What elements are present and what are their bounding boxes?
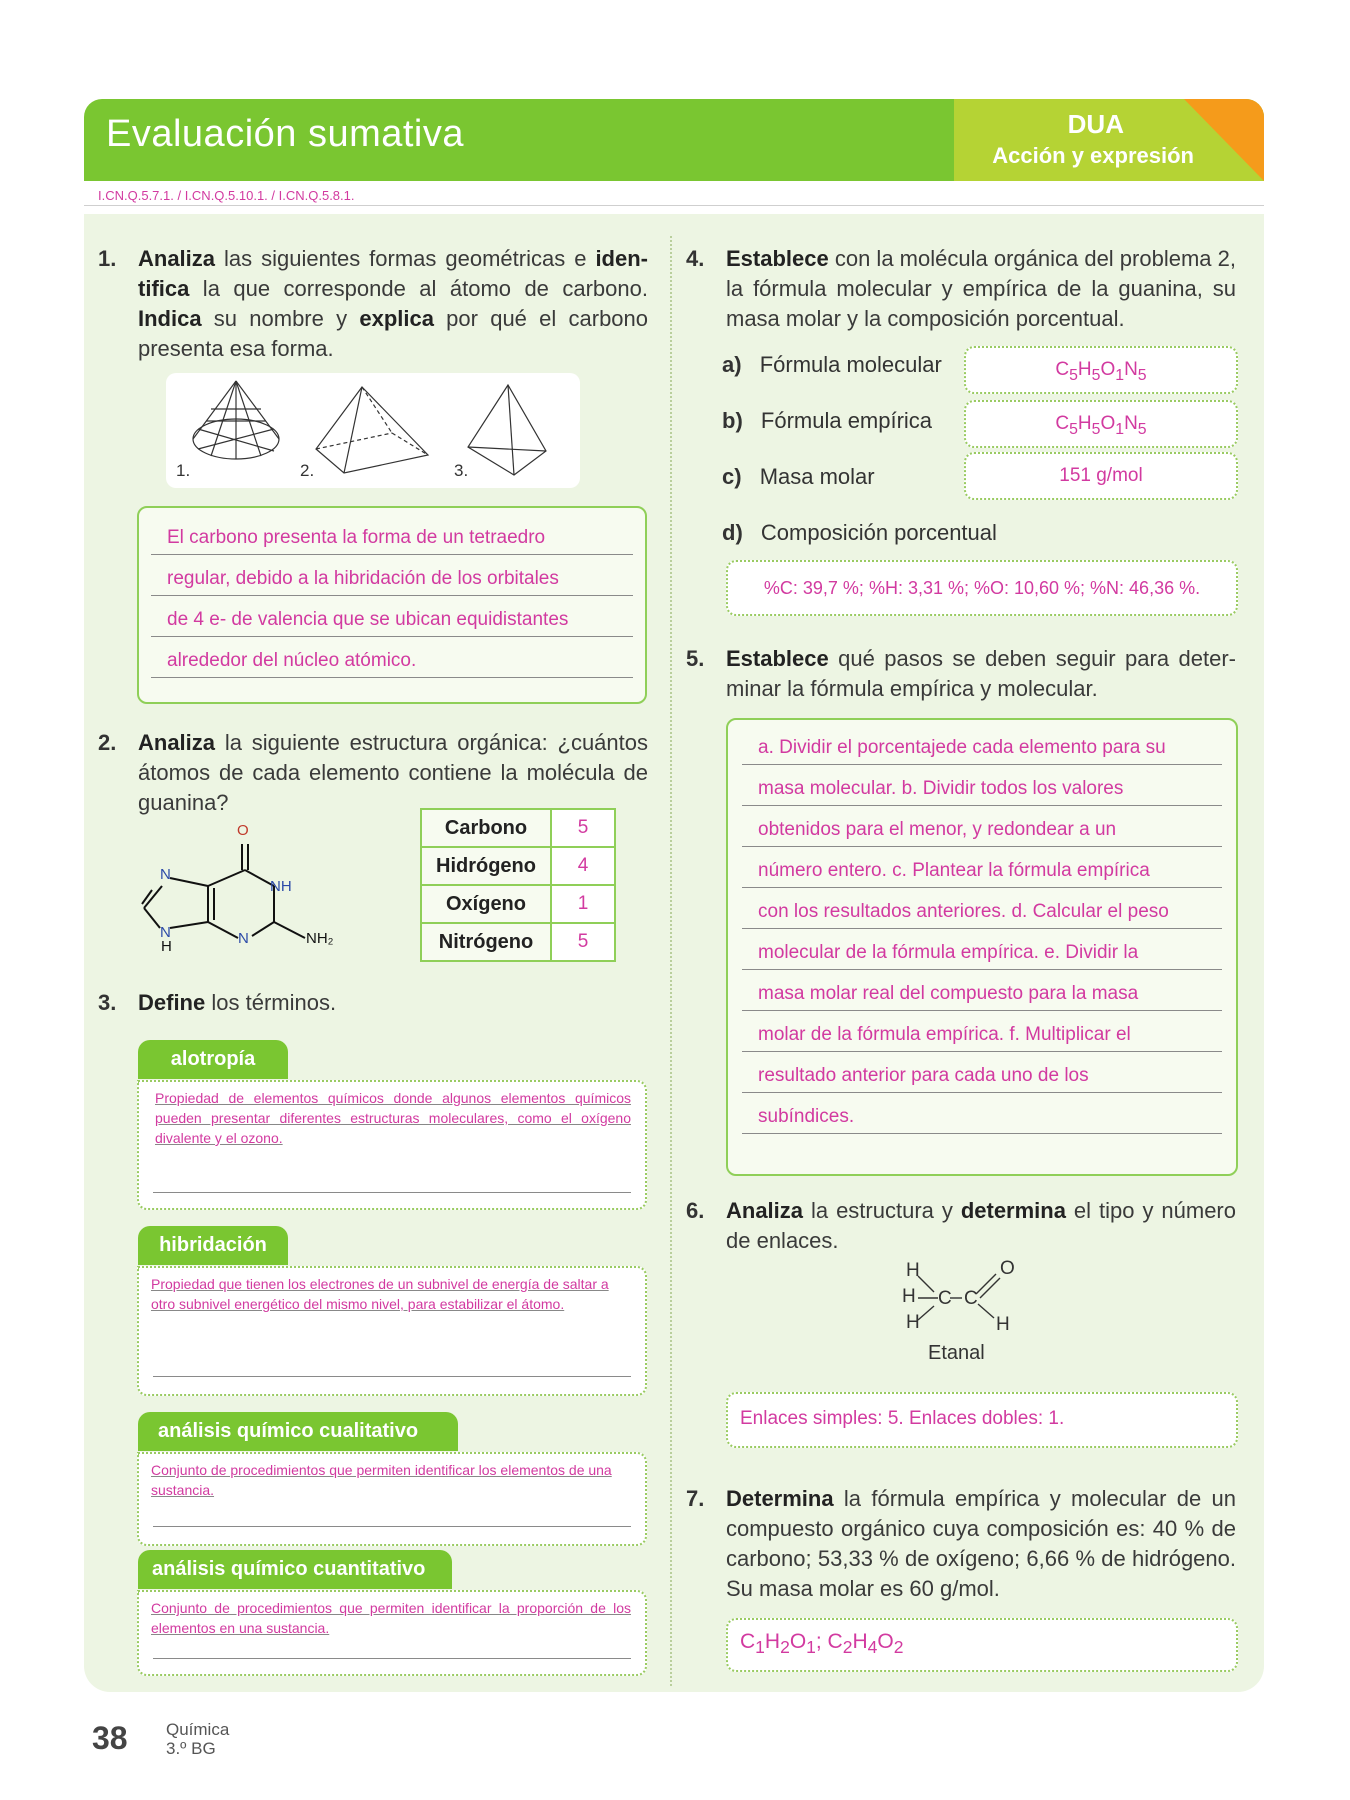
blank-line xyxy=(153,1192,631,1193)
molecular-formula-answer: $C_5H_5O_1N_5$ xyxy=(964,346,1238,394)
q4-item-a xyxy=(722,352,942,378)
q5-answer-line: molecular de la fórmula empírica. e. Dividir la xyxy=(742,929,1222,970)
q5-answer-line: obtenidos para el menor, y redondear a un xyxy=(742,806,1222,847)
term-definition-box xyxy=(137,1080,647,1210)
table-row xyxy=(421,847,615,885)
atom-h: H xyxy=(906,1312,920,1333)
q2-text: Analiza la siguiente estructura orgánica: ¿cuántos átomos de cada elemento contiene la molécula de guanina? xyxy=(138,730,648,815)
grade-level: 3.º BG xyxy=(166,1739,216,1758)
q7-text: Determina la fórmula empírica y molecular de un compuesto orgánico cuya composición es: 40 % de carbono; 53,33 % de oxígeno; 6,66 % de hidrógeno. Su masa molar es 60 g/mol. xyxy=(726,1486,1236,1601)
term-definition-box xyxy=(137,1590,647,1676)
percent-composition-answer: %C: 39,7 %; %H: 3,31 %; %O: 10,60 %; %N: 46,36 %. xyxy=(726,560,1238,616)
page-title: Evaluación sumativa xyxy=(106,113,465,155)
shape-label-2: 2. xyxy=(300,461,315,480)
page-number: 38 xyxy=(92,1720,128,1756)
q4-number: 4. xyxy=(686,246,705,271)
atom-o: O xyxy=(237,822,249,839)
q1-answer-line: regular, debido a la hibridación de los orbitales xyxy=(151,555,633,596)
term-tab-analisis-cuantitativo: análisis químico cuantitativo xyxy=(138,1550,452,1589)
empirical-formula-answer: $C_5H_5O_1N_5$ xyxy=(964,400,1238,448)
term-definition-box xyxy=(137,1452,647,1546)
table-row xyxy=(421,809,615,847)
subject-name: Química xyxy=(166,1720,230,1739)
item-label: Masa molar xyxy=(759,464,875,489)
term-definition: Propiedad que tienen los electrones de un subnivel de energía de saltar a otro subnivel energético del mismo nivel, para estabilizar el átomo. xyxy=(151,1276,609,1312)
shapes-figure xyxy=(166,373,580,488)
item-letter: c) xyxy=(722,464,742,489)
element-label: Hidrógeno xyxy=(421,847,551,885)
column-divider xyxy=(670,236,672,1686)
q5-text: Establece qué pasos se deben seguir para determinar la fórmula empírica y molecular. xyxy=(726,646,1236,701)
atom-nh2: NH₂ xyxy=(306,930,334,947)
element-count: 4 xyxy=(551,847,615,885)
shape-label-3: 3. xyxy=(454,461,469,480)
q7-number: 7. xyxy=(686,1486,705,1511)
element-count: 5 xyxy=(551,923,615,961)
element-label: Nitrógeno xyxy=(421,923,551,961)
q3-number: 3. xyxy=(98,990,117,1015)
q6-answer-box xyxy=(726,1392,1238,1448)
atom-n: N xyxy=(238,930,249,947)
element-count: 5 xyxy=(551,809,615,847)
ethanal-structure xyxy=(900,1258,1040,1368)
blank-line xyxy=(153,1376,631,1377)
q4-item-b xyxy=(722,408,932,434)
q6-text: Analiza la estructura y determina el tipo y número de enlaces. xyxy=(726,1198,1236,1253)
q4-item-c xyxy=(722,464,875,490)
term-definition: Propiedad de elementos químicos donde algunos elementos químicos pueden presentar diferentes estructuras moleculares, como el oxígeno divalente y el ozono. xyxy=(155,1090,631,1146)
q1-answer-line: de 4 e- de valencia que se ubican equidistantes xyxy=(151,596,633,637)
curriculum-codes: I.CN.Q.5.7.1. / I.CN.Q.5.10.1. / I.CN.Q.5.8.1. xyxy=(98,188,355,203)
page-header xyxy=(84,99,1264,181)
term-definition: Conjunto de procedimientos que permiten identificar la proporción de los elementos en una sustancia. xyxy=(151,1600,631,1636)
item-letter: b) xyxy=(722,408,743,433)
term-tab-alotropia: alotropía xyxy=(138,1040,288,1079)
q3-text: Define los términos. xyxy=(138,990,337,1015)
atom-h: H xyxy=(902,1286,916,1307)
q1-number: 1. xyxy=(98,246,117,271)
q4-text: Establece con la molécula orgánica del problema 2, la fórmula molecular y empírica de la guanina, su masa molar y la composición porcentual. xyxy=(726,246,1236,331)
atom-h: H xyxy=(906,1260,920,1281)
q5-answer-line: masa molecular. b. Dividir todos los valores xyxy=(742,765,1222,806)
blank-line xyxy=(153,1526,631,1527)
guanine-structure xyxy=(140,822,360,957)
item-label: Composición porcentual xyxy=(760,520,997,545)
q7-answer: $C_1H_2O_1$; $C_2H_4O_2$ xyxy=(740,1630,904,1658)
term-tab-analisis-cualitativo: análisis químico cualitativo xyxy=(138,1412,458,1451)
element-count-table xyxy=(420,808,616,962)
blank-line xyxy=(153,1658,631,1659)
q5-answer-line: masa molar real del compuesto para la masa xyxy=(742,970,1222,1011)
q5-answer-line: con los resultados anteriores. d. Calcular el peso xyxy=(742,888,1222,929)
element-label: Oxígeno xyxy=(421,885,551,923)
footer-subject xyxy=(166,1720,229,1758)
term-definition-box xyxy=(137,1266,647,1396)
q5-answer-line: molar de la fórmula empírica. f. Multiplicar el xyxy=(742,1011,1222,1052)
element-label: Carbono xyxy=(421,809,551,847)
cone-shape xyxy=(193,381,279,459)
q1-answer-line: alrededor del núcleo atómico. xyxy=(151,637,633,678)
q6-number: 6. xyxy=(686,1198,705,1223)
term-definition: Conjunto de procedimientos que permiten identificar los elementos de una sustancia. xyxy=(151,1462,612,1498)
geometric-shapes-illustration xyxy=(166,373,580,488)
q6-answer: Enlaces simples: 5. Enlaces dobles: 1. xyxy=(740,1408,1065,1429)
molecule-name: Etanal xyxy=(928,1342,985,1364)
shape-label-1: 1. xyxy=(176,461,191,480)
atom-c: C xyxy=(964,1288,978,1309)
molar-mass-answer: 151 g/mol xyxy=(964,452,1238,500)
item-letter: a) xyxy=(722,352,742,377)
atom-n: N xyxy=(160,866,171,883)
q5-number: 5. xyxy=(686,646,705,671)
table-row xyxy=(421,923,615,961)
element-count: 1 xyxy=(551,885,615,923)
q7-answer-box xyxy=(726,1618,1238,1672)
atom-o: O xyxy=(1000,1258,1015,1279)
atom-table xyxy=(420,808,616,962)
square-pyramid-shape xyxy=(316,387,428,473)
q5-answer-line: número entero. c. Plantear la fórmula empírica xyxy=(742,847,1222,888)
item-label: Fórmula empírica xyxy=(760,408,933,433)
atom-nh: NH xyxy=(270,878,292,895)
atom-h: H xyxy=(996,1314,1010,1335)
dua-subtitle: Acción y expresión xyxy=(992,143,1194,168)
item-letter: d) xyxy=(722,520,743,545)
q5-answer-line: subíndices. xyxy=(742,1093,1222,1134)
atom-n: N xyxy=(160,924,171,941)
tetrahedron-shape xyxy=(468,385,546,475)
table-row xyxy=(421,885,615,923)
q4-item-d xyxy=(722,520,997,546)
header-rule xyxy=(84,205,1264,206)
q1-answer-line: El carbono presenta la forma de un tetraedro xyxy=(151,514,633,555)
q5-answer-box xyxy=(726,718,1238,1176)
q2-number: 2. xyxy=(98,730,117,755)
q1-text: Analiza las siguientes formas geométricas e identifica la que corresponde al átomo de carbono. Indica su nombre y explica por qué el carbono presenta esa forma. xyxy=(138,246,649,361)
atom-c: C xyxy=(938,1288,952,1309)
q5-answer-line: a. Dividir el porcentajede cada elemento para su xyxy=(742,724,1222,765)
q5-answer-line: resultado anterior para cada uno de los xyxy=(742,1052,1222,1093)
dua-title: DUA xyxy=(1067,109,1124,139)
q5-answer-lines xyxy=(742,720,1222,1170)
term-tab-hibridacion: hibridación xyxy=(138,1226,288,1265)
item-label: Fórmula molecular xyxy=(759,352,942,377)
atom-h: H xyxy=(161,938,172,955)
q1-answer-box xyxy=(137,506,647,704)
